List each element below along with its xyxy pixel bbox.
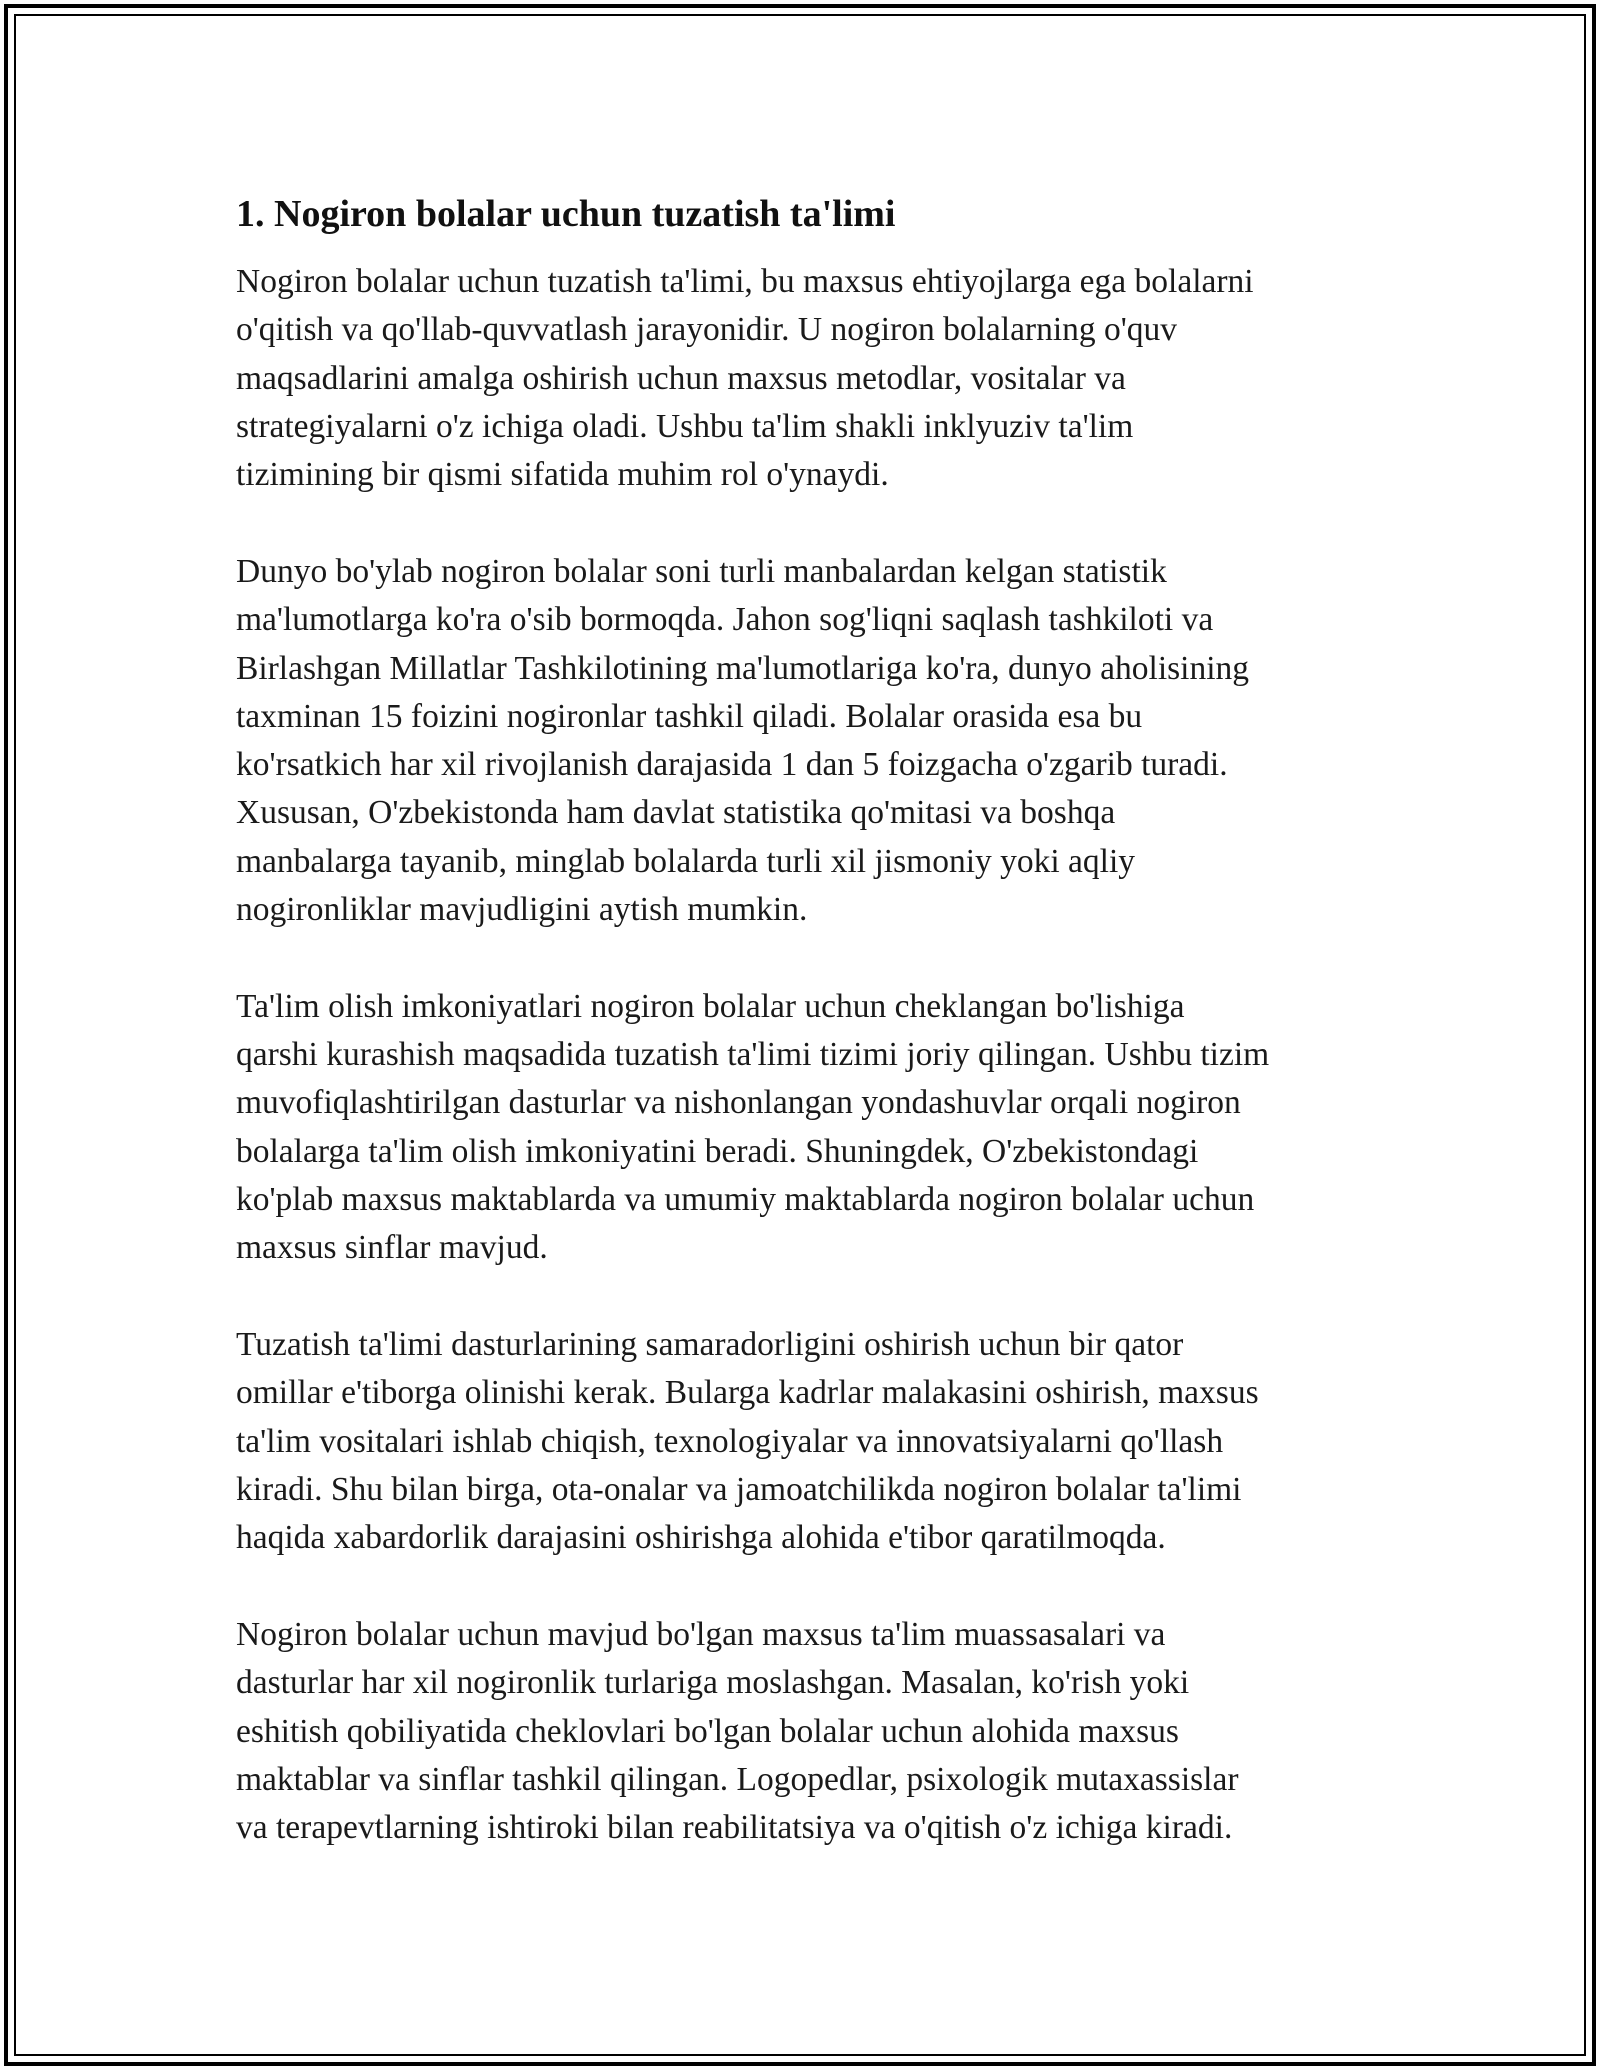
text-line: maxsus sinflar mavjud.: [236, 1229, 548, 1267]
text-line: taxminan 15 foizini nogironlar tashkil qiladi. Bolalar orasida esa bu: [236, 697, 1143, 735]
text-line: Tuzatish ta'limi dasturlarining samaradorligini oshirish uchun bir qator: [236, 1326, 1184, 1364]
text-line: kiradi. Shu bilan birga, ota-onalar va jamoatchilikda nogiron bolalar ta'limi: [236, 1471, 1242, 1509]
paragraph-3: [236, 983, 1376, 1273]
text-line: omillar e'tiborga olinishi kerak. Bulargа kadrlar malakasini oshirish, maxsus: [236, 1374, 1259, 1412]
text-line: haqida xabardorlik darajasini oshirishga alohida e'tibor qaratilmoqda.: [236, 1519, 1166, 1557]
text-line: Nogiron bolalar uchun tuzatish ta'limi, bu maxsus ehtiyojlarga ega bolalarni: [236, 263, 1254, 300]
text-line: maqsadlarini amalga oshirish uchun maxsus metodlar, vositalar va: [236, 359, 1126, 397]
text-line: maktablar va sinflar tashkil qilingan. Logopedlar, psixologik mutaxassislar: [236, 1761, 1239, 1799]
text-line: ma'lumotlarga ko'ra o'sib bormoqda. Jahon sog'liqni saqlash tashkiloti va: [236, 601, 1214, 639]
text-line: qarshi kurashish maqsadida tuzatish ta'limi tizimi joriy qilingan. Ushbu tizim: [236, 1036, 1270, 1074]
text-line: ko'plab maxsus maktablarda va umumiy maktablarda nogiron bolalar uchun: [236, 1181, 1255, 1219]
text-line: o'qitish va qo'llab-quvvatlash jarayonidir. U nogiron bolalarning o'quv: [236, 311, 1178, 349]
text-line: eshitish qobiliyatida cheklovlari bo'lgan bolalar uchun alohida maxsus: [236, 1712, 1179, 1750]
text-line: nogironliklar mavjudligini aytish mumkin.: [236, 891, 808, 929]
text-line: Birlashgan Millatlar Tashkilotining ma'lumotlariga ko'ra, dunyo aholisining: [236, 649, 1250, 687]
text-line: strategiyalarni o'z ichiga oladi. Ushbu ta'lim shakli inklyuziv ta'lim: [236, 407, 1134, 445]
text-line: Nogiron bolalar uchun mavjud bo'lgan maxsus ta'lim muassasalari va: [236, 1616, 1166, 1654]
text-line: bolalarga ta'lim olish imkoniyatini beradi. Shuningdek, O'zbekistondagi: [236, 1132, 1199, 1170]
text-line: Xususan, O'zbekistonda ham davlat statistika qo'mitasi va boshqa: [236, 794, 1116, 832]
section-heading: 1. Nogiron bolalar uchun tuzatish ta'limi: [236, 193, 896, 235]
text-line: ko'rsatkich har xil rivojlanish darajasida 1 dan 5 foizgacha o'zgarib turadi.: [236, 746, 1228, 784]
paragraph-1: [236, 258, 1376, 499]
paragraph-5: [236, 1611, 1376, 1852]
paragraph-4: [236, 1321, 1376, 1562]
text-line: tizimining bir qismi sifatida muhim rol o'ynaydi.: [236, 456, 889, 494]
text-line: Ta'lim olish imkoniyatlari nogiron bolalar uchun cheklangan bo'lishiga: [236, 987, 1185, 1025]
text-line: dasturlar har xil nogironlik turlariga moslashgan. Masalan, ko'rish yoki: [236, 1664, 1190, 1702]
text-line: manbalarga tayanib, minglab bolalarda turli xil jismoniy yoki aqliy: [236, 842, 1136, 880]
text-line: muvofiqlashtirilgan dasturlar va nishonlangan yondashuvlar orqali nogiron: [236, 1084, 1241, 1122]
text-line: va terapevtlarning ishtiroki bilan reabilitatsiya va o'qitish o'z ichiga kiradi.: [236, 1809, 1233, 1847]
document-body: [236, 186, 1376, 1901]
text-line: Dunyo bo'ylab nogiron bolalar soni turli manbalardan kelgan statistik: [236, 552, 1167, 590]
paragraph-2: [236, 548, 1376, 934]
text-line: ta'lim vositalari ishlab chiqish, texnologiyalar va innovatsiyalarni qo'llash: [236, 1422, 1224, 1460]
